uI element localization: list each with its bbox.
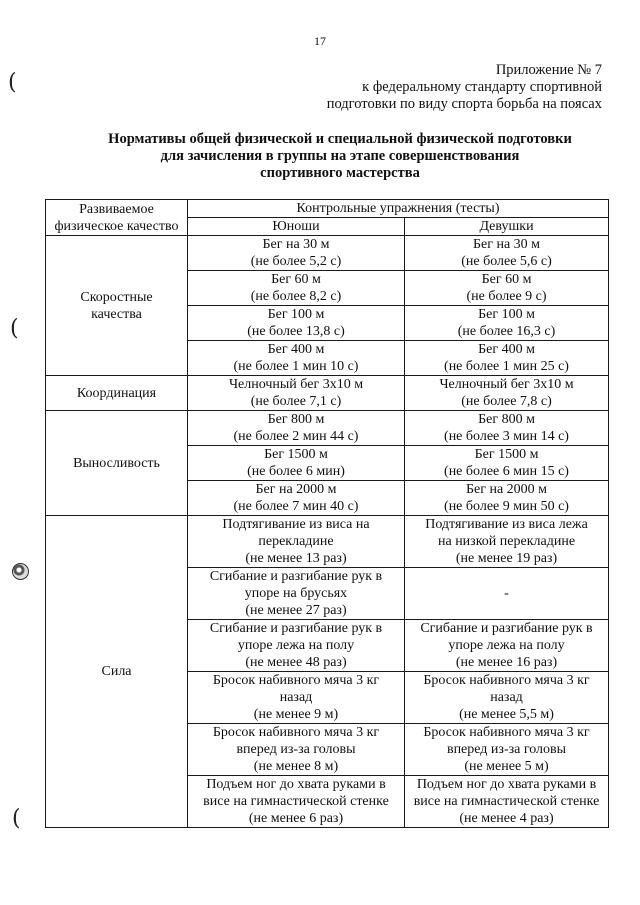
header-girls: Девушки: [405, 218, 609, 236]
boys-norm-cell: [188, 376, 405, 411]
girls-norm-line: Подтягивание из виса лежа: [425, 517, 588, 532]
girls-norm-line: назад: [490, 690, 523, 705]
girls-norm-line: Бег на 2000 м: [465, 482, 548, 497]
girls-norm-cell: [405, 341, 609, 376]
boys-norm-line: (не более 6 мин): [247, 464, 345, 479]
boys-norm-cell: [188, 568, 405, 620]
boys-norm-cell: [188, 516, 405, 568]
girls-norm-line: Бег 1500 м: [474, 447, 539, 462]
girls-norm-line: (не менее 4 раз): [459, 811, 554, 826]
binding-hole-mark: [12, 563, 29, 580]
girls-norm-cell: [405, 568, 609, 620]
girls-norm-cell: [405, 376, 609, 411]
table-row: [46, 516, 609, 568]
girls-norm-line: упоре лежа на полу: [448, 638, 565, 653]
girls-norm-line: (не менее 16 раз): [455, 655, 558, 670]
boys-norm-line: Бег 800 м: [267, 412, 325, 427]
boys-norm-cell: [188, 776, 405, 828]
girls-norm-cell: [405, 516, 609, 568]
title-line: Нормативы общей физической и специальной физической подготовки: [108, 131, 572, 147]
boys-norm-line: (не менее 13 раз): [245, 551, 347, 566]
girls-norm-line: (не более 9 мин 50 с): [444, 499, 569, 514]
norms-table: [45, 199, 609, 828]
title-line: спортивного мастерства: [260, 165, 420, 181]
girls-norm-line: (не более 9 с): [466, 289, 547, 304]
boys-norm-line: (не более 5,2 с): [250, 254, 342, 269]
girls-norm-line: (не более 3 мин 14 с): [444, 429, 569, 444]
boys-norm-line: Бег на 2000 м: [255, 482, 337, 497]
boys-norm-line: Сгибание и разгибание рук в: [209, 621, 383, 636]
girls-norm-cell: [405, 271, 609, 306]
boys-norm-line: упоре лежа на полу: [237, 638, 355, 653]
quality-label: Скоростные: [80, 289, 153, 305]
boys-norm-line: перекладине: [258, 534, 334, 549]
table-row: [46, 411, 609, 446]
table-header-row: [46, 200, 609, 218]
boys-norm-cell: [188, 620, 405, 672]
boys-norm-cell: [188, 271, 405, 306]
boys-norm-line: Сгибание и разгибание рук в: [209, 569, 383, 584]
boys-norm-line: Бег 400 м: [267, 342, 325, 357]
appendix-line: подготовки по виду спорта борьба на поясах: [326, 96, 602, 112]
girls-norm-line: вперед из-за головы: [446, 742, 567, 757]
table-row: [46, 376, 609, 411]
boys-norm-line: Бег на 30 м: [262, 237, 330, 252]
boys-norm-line: (не менее 27 раз): [245, 603, 347, 618]
girls-norm-cell: [405, 620, 609, 672]
boys-norm-line: упоре на брусьях: [244, 586, 348, 601]
boys-norm-line: назад: [279, 690, 313, 705]
girls-norm-line: (не менее 19 раз): [455, 551, 558, 566]
girls-norm-line: висе на гимнастической стенке: [413, 794, 600, 809]
girls-norm-line: Бросок набивного мяча 3 кг: [423, 725, 590, 740]
boys-norm-line: (не более 7 мин 40 с): [233, 499, 359, 514]
boys-norm-line: Подъем ног до хвата руками в: [206, 777, 386, 792]
girls-norm-line: -: [504, 586, 509, 601]
boys-norm-line: (не более 8,2 с): [250, 289, 342, 304]
boys-norm-line: (не менее 8 м): [253, 759, 339, 774]
girls-norm-line: (не менее 5,5 м): [459, 707, 554, 722]
girls-norm-line: (не более 1 мин 25 с): [444, 359, 569, 374]
girls-norm-line: (не менее 5 м): [464, 759, 549, 774]
boys-norm-line: вперед из-за головы: [236, 742, 356, 757]
girls-norm-line: Бег 60 м: [481, 272, 532, 287]
boys-norm-line: Бросок набивного мяча 3 кг: [212, 725, 380, 740]
document-title: [40, 131, 640, 182]
girls-norm-line: (не более 16,3 с): [457, 324, 556, 339]
girls-norm-cell: [405, 724, 609, 776]
boys-norm-line: висе на гимнастической стенке: [203, 794, 389, 809]
girls-norm-cell: [405, 236, 609, 271]
boys-norm-line: (не менее 9 м): [253, 707, 339, 722]
girls-norm-line: Бег 400 м: [478, 342, 535, 357]
boys-norm-line: (не более 7,1 с): [250, 394, 342, 409]
appendix-line: к федеральному стандарту спортивной: [362, 79, 602, 95]
girls-norm-cell: [405, 481, 609, 516]
boys-norm-cell: [188, 236, 405, 271]
girls-norm-line: (не более 7,8 с): [461, 394, 552, 409]
girls-norm-line: (не более 6 мин 15 с): [444, 464, 569, 479]
girls-norm-line: Бег на 30 м: [472, 237, 541, 252]
table-row: [46, 236, 609, 271]
boys-norm-cell: [188, 672, 405, 724]
quality-label: Выносливость: [73, 455, 160, 471]
quality-label: качества: [91, 306, 142, 322]
boys-norm-line: Бег 60 м: [271, 272, 321, 287]
girls-norm-cell: [405, 776, 609, 828]
girls-norm-line: Сгибание и разгибание рук в: [420, 621, 593, 636]
header-quality: [46, 200, 188, 236]
boys-norm-line: (не менее 6 раз): [248, 811, 344, 826]
boys-norm-cell: [188, 411, 405, 446]
quality-label: Сила: [101, 664, 132, 679]
girls-norm-line: Подъем ног до хвата руками в: [416, 777, 597, 792]
boys-norm-line: Бросок набивного мяча 3 кг: [212, 673, 380, 688]
title-line: для зачисления в группы на этапе совершенствования: [160, 148, 520, 164]
page-number: 17: [314, 34, 326, 48]
boys-norm-cell: [188, 306, 405, 341]
girls-norm-line: на низкой перекладине: [437, 534, 576, 549]
boys-norm-line: Подтягивание из виса на: [222, 517, 370, 532]
binding-hole-mark: (: [12, 806, 21, 831]
appendix-reference: [327, 62, 602, 113]
boys-norm-line: Бег 1500 м: [264, 447, 328, 462]
appendix-line: Приложение № 7: [495, 62, 602, 78]
boys-norm-line: Бег 100 м: [267, 307, 325, 322]
girls-norm-cell: [405, 411, 609, 446]
header-boys: Юноши: [188, 218, 405, 236]
girls-norm-cell: [405, 306, 609, 341]
header-quality-line: Развиваемое: [79, 201, 154, 217]
girls-norm-line: Челночный бег 3x10 м: [439, 377, 574, 392]
header-tests: Контрольные упражнения (тесты): [188, 200, 609, 218]
girls-norm-line: Бег 800 м: [478, 412, 535, 427]
boys-norm-line: Челночный бег 3x10 м: [228, 377, 364, 392]
girls-norm-line: Бросок набивного мяча 3 кг: [423, 673, 590, 688]
quality-cell: [46, 376, 188, 411]
boys-norm-cell: [188, 724, 405, 776]
quality-cell: [46, 236, 188, 376]
boys-norm-line: (не более 1 мин 10 с): [233, 359, 359, 374]
boys-norm-cell: [188, 341, 405, 376]
girls-norm-cell: [405, 672, 609, 724]
boys-norm-line: (не более 2 мин 44 с): [233, 429, 359, 444]
binding-hole-mark: (: [8, 70, 17, 95]
quality-label: Координация: [76, 385, 157, 401]
girls-norm-line: Бег 100 м: [478, 307, 535, 322]
girls-norm-line: (не более 5,6 с): [461, 254, 552, 269]
boys-norm-line: (не менее 48 раз): [245, 655, 347, 670]
boys-norm-cell: [188, 446, 405, 481]
quality-cell: [46, 411, 188, 516]
girls-norm-cell: [405, 446, 609, 481]
boys-norm-line: (не более 13,8 с): [247, 324, 345, 339]
binding-hole-mark: (: [10, 316, 19, 341]
quality-cell: [46, 516, 188, 828]
header-quality-line: физическое качество: [54, 218, 179, 234]
boys-norm-cell: [188, 481, 405, 516]
